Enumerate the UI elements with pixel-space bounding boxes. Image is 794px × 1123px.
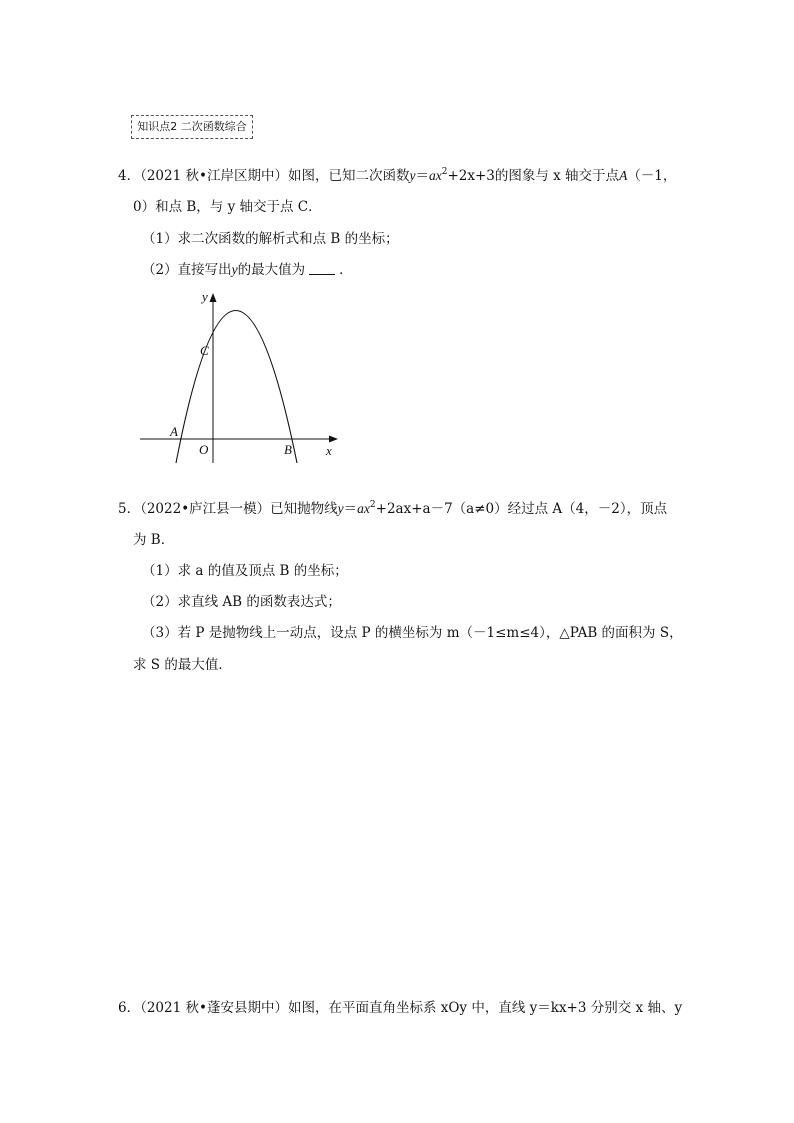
q4-func-y: y: [409, 168, 416, 183]
q5-func-x: x: [363, 501, 370, 516]
q5-line1-pre: 5．（2022•庐江县一模）已知抛物线: [118, 501, 338, 517]
y-axis-label: y: [202, 289, 208, 304]
q4-line1-post: 的图象与 x 轴交于点: [494, 168, 620, 184]
q4-part2-pre: （2）直接写出: [142, 262, 232, 278]
parabola-figure: [130, 285, 345, 470]
q4-func-a: a: [428, 168, 436, 183]
q4-var-y: y: [231, 262, 238, 277]
q4-func-x: x: [435, 168, 442, 183]
q4-part2: [142, 260, 353, 280]
q5-part3: （3）若 P 是抛物线上一动点，设点 P 的横坐标为 m（－1≤m≤4），△PAB 的面积为 S，: [142, 625, 683, 641]
point-b-label: B: [284, 442, 292, 457]
x-axis-arrow: [329, 436, 338, 443]
q4-func-rest: +2x+3: [447, 168, 495, 184]
q4-line2: 0）和点 B，与 y 轴交于点 C．: [133, 199, 322, 215]
q4-line1: [118, 166, 676, 186]
q4-part1: （1）求二次函数的解析式和点 B 的坐标；: [142, 231, 399, 247]
q6-line1: 6．（2021 秋•蓬安县期中）如图，在平面直角坐标系 xOy 中，直线 y＝kx+3 分别交 x 轴、y: [118, 1000, 683, 1016]
q5-part1: （1）求 a 的值及顶点 B 的坐标；: [142, 563, 348, 579]
parabola-curve: [176, 311, 297, 464]
q5-func-exp: 2: [369, 500, 376, 510]
q5-line2: 为 B．: [133, 532, 175, 548]
q5-func-a: a: [357, 501, 364, 516]
q5-part2: （2）求直线 AB 的函数表达式；: [142, 594, 341, 610]
q4-line1-pre: 4．（2021 秋•江岸区期中）如图，已知二次函数: [118, 168, 410, 184]
origin-label: O: [199, 442, 209, 457]
q4-point-a: A: [619, 168, 628, 183]
y-axis-arrow: [210, 293, 217, 302]
q4-part2-mid: 的最大值为: [237, 262, 306, 278]
section-tag: 知识点2 二次函数综合: [131, 115, 253, 139]
x-axis-label: x: [326, 443, 332, 458]
point-a-label: A: [170, 424, 178, 439]
q5-func-rest: +2ax+a－7: [375, 501, 453, 517]
q4-line1-tail: （－1，: [627, 168, 677, 184]
q5-line1-post: （a≠0）经过点 A（4，－2），顶点: [452, 501, 668, 517]
q5-func-y: y: [337, 501, 344, 516]
q4-part2-post: ．: [339, 262, 353, 278]
answer-blank: [309, 262, 335, 275]
q5-func-eq: ＝: [343, 501, 358, 517]
q4-func-exp: 2: [441, 167, 448, 177]
q5-line1: [118, 499, 667, 519]
q4-func-eq: ＝: [415, 168, 429, 184]
q5-part3-cont: 求 S 的最大值．: [133, 657, 232, 673]
point-c-label: C: [200, 343, 209, 358]
